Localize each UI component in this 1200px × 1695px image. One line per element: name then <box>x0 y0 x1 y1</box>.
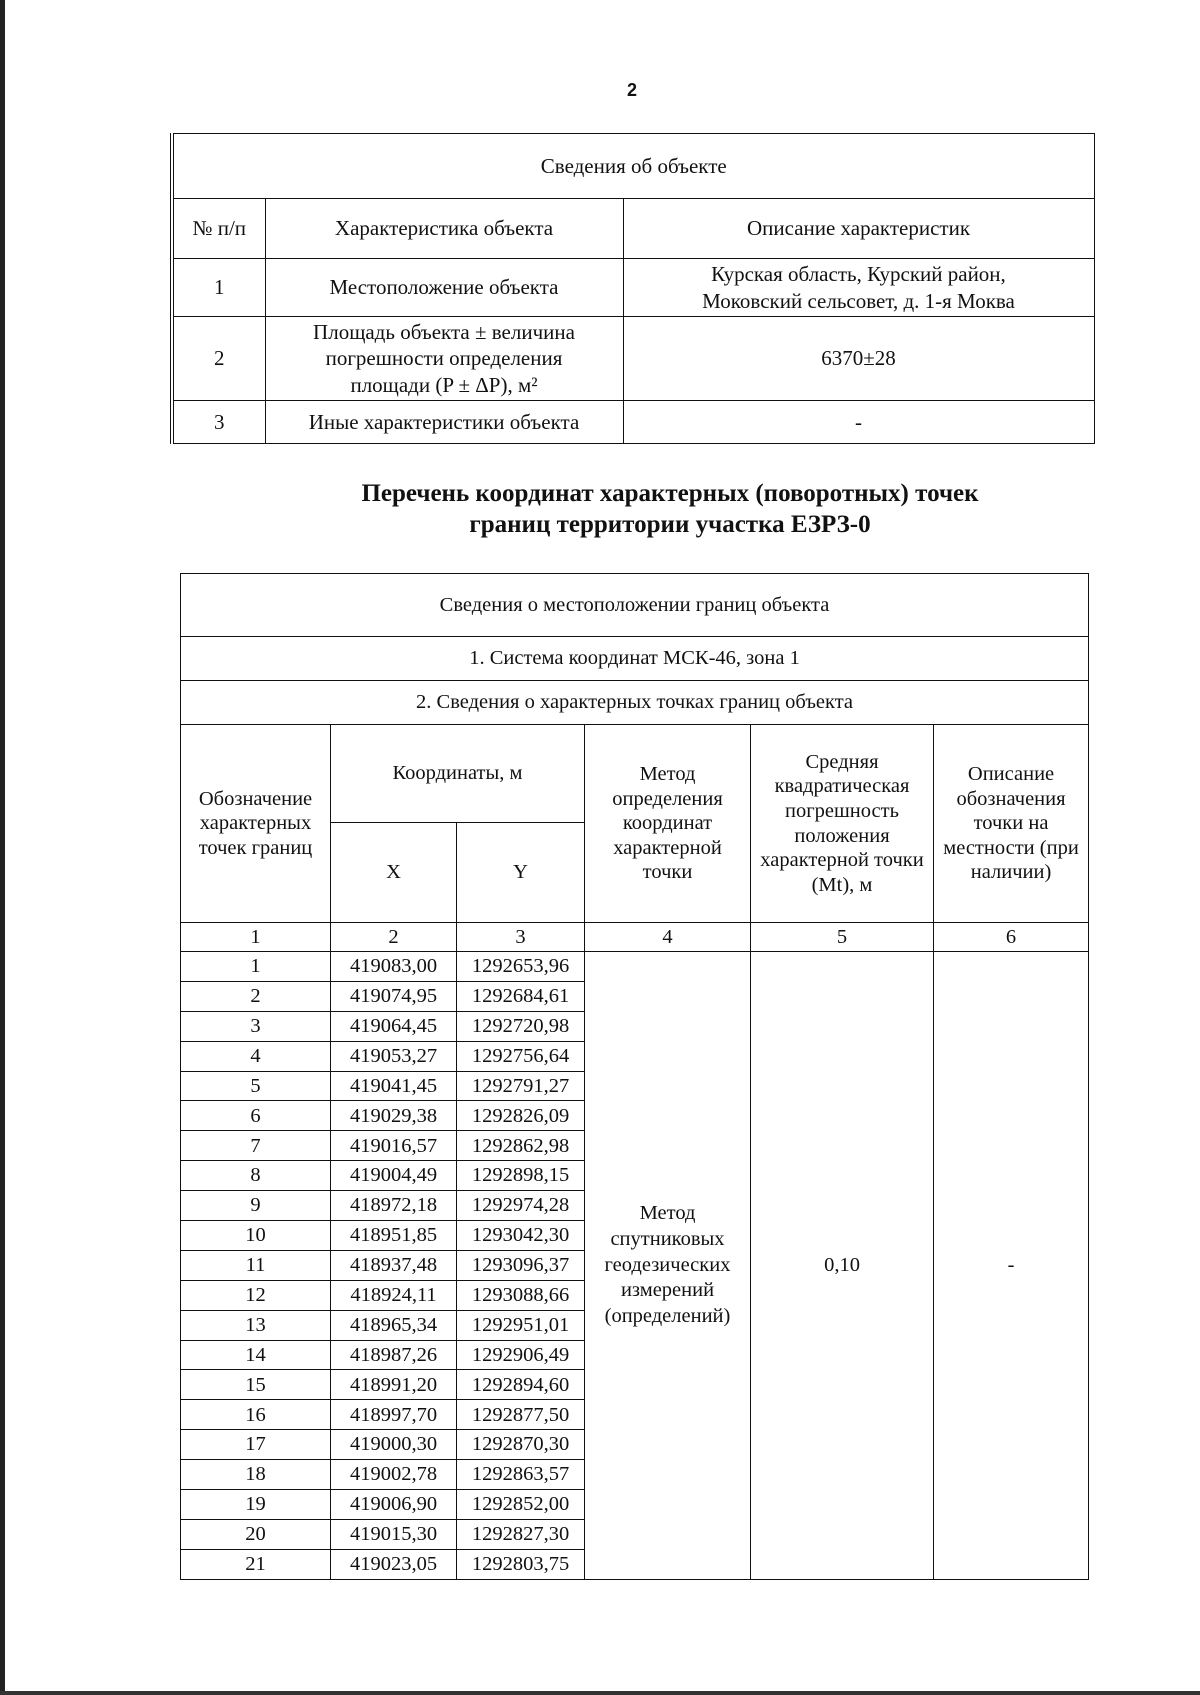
point-id: 2 <box>181 981 331 1011</box>
error-cell: 0,10 <box>751 952 934 1580</box>
coord-y: 1292877,50 <box>457 1400 585 1430</box>
row-value: - <box>623 401 1094 444</box>
coord-y: 1293088,66 <box>457 1280 585 1310</box>
table-row <box>172 401 1094 444</box>
col-number: 3 <box>457 923 585 952</box>
point-id: 12 <box>181 1280 331 1310</box>
coord-y: 1292852,00 <box>457 1490 585 1520</box>
coords-title: Сведения о местоположении границ объекта <box>181 574 1089 637</box>
coord-y: 1292803,75 <box>457 1549 585 1579</box>
coord-x: 418991,20 <box>331 1370 457 1400</box>
coord-y: 1292862,98 <box>457 1131 585 1161</box>
coords-subtitle: 2. Сведения о характерных точках границ объекта <box>181 681 1089 725</box>
coord-x: 418987,26 <box>331 1340 457 1370</box>
coord-x: 418997,70 <box>331 1400 457 1430</box>
row-number: 2 <box>172 317 265 401</box>
coord-x: 419006,90 <box>331 1490 457 1520</box>
point-id: 3 <box>181 1011 331 1041</box>
col-number: 1 <box>181 923 331 952</box>
header-point: Обозначение характерных точек границ <box>181 725 331 923</box>
coord-y: 1293096,37 <box>457 1250 585 1280</box>
point-id: 17 <box>181 1430 331 1460</box>
coord-y: 1292894,60 <box>457 1370 585 1400</box>
section-heading <box>280 478 1060 541</box>
coord-x: 419015,30 <box>331 1519 457 1549</box>
row-value: 6370±28 <box>623 317 1094 401</box>
coord-x: 419064,45 <box>331 1011 457 1041</box>
row-name: Иные характеристики объекта <box>265 401 623 444</box>
coord-y: 1292898,15 <box>457 1161 585 1191</box>
header-description: Описание характеристик <box>623 199 1094 259</box>
coord-x: 419023,05 <box>331 1549 457 1579</box>
col-number: 6 <box>934 923 1089 952</box>
coord-y: 1292863,57 <box>457 1460 585 1490</box>
coord-x: 418972,18 <box>331 1191 457 1221</box>
coord-x: 419083,00 <box>331 952 457 982</box>
table-row <box>172 317 1094 401</box>
heading-line-2: границ территории участка ЕЗРЗ-0 <box>469 511 871 539</box>
coord-y: 1292906,49 <box>457 1340 585 1370</box>
point-id: 18 <box>181 1460 331 1490</box>
header-coords: Координаты, м <box>331 725 585 823</box>
coord-y: 1292974,28 <box>457 1191 585 1221</box>
col-number: 2 <box>331 923 457 952</box>
coord-x: 419000,30 <box>331 1430 457 1460</box>
coordinates-table <box>180 573 1089 1580</box>
point-id: 14 <box>181 1340 331 1370</box>
coord-x: 419004,49 <box>331 1161 457 1191</box>
coord-y: 1292827,30 <box>457 1519 585 1549</box>
header-characteristic: Характеристика объекта <box>265 199 623 259</box>
coord-y: 1292826,09 <box>457 1101 585 1131</box>
description-cell: - <box>934 952 1089 1580</box>
coord-y: 1292756,64 <box>457 1041 585 1071</box>
coord-x: 418965,34 <box>331 1310 457 1340</box>
coord-y: 1292870,30 <box>457 1430 585 1460</box>
col-number: 5 <box>751 923 934 952</box>
point-id: 5 <box>181 1071 331 1101</box>
point-id: 8 <box>181 1161 331 1191</box>
point-id: 19 <box>181 1490 331 1520</box>
method-cell: Метод спутниковых геодезических измерений (определений) <box>585 952 751 1580</box>
point-id: 20 <box>181 1519 331 1549</box>
row-name: Местоположение объекта <box>265 259 623 317</box>
coord-x: 418924,11 <box>331 1280 457 1310</box>
coord-y: 1292653,96 <box>457 952 585 982</box>
coord-x: 419016,57 <box>331 1131 457 1161</box>
page-number: 2 <box>626 80 637 100</box>
coord-x: 419053,27 <box>331 1041 457 1071</box>
coord-y: 1292951,01 <box>457 1310 585 1340</box>
coord-x: 419041,45 <box>331 1071 457 1101</box>
row-value: Курская область, Курский район, Моковский сельсовет, д. 1-я Моква <box>623 259 1094 317</box>
point-id: 16 <box>181 1400 331 1430</box>
point-id: 10 <box>181 1221 331 1251</box>
row-name: Площадь объекта ± величина погрешности определения площади (P ± ΔP), м² <box>265 317 623 401</box>
col-number: 4 <box>585 923 751 952</box>
coord-x: 419029,38 <box>331 1101 457 1131</box>
point-id: 1 <box>181 952 331 982</box>
header-method: Метод определения координат характерной точки <box>585 725 751 923</box>
point-id: 6 <box>181 1101 331 1131</box>
header-x: X <box>331 823 457 923</box>
header-y: Y <box>457 823 585 923</box>
point-id: 21 <box>181 1549 331 1579</box>
coord-y: 1292684,61 <box>457 981 585 1011</box>
coords-system: 1. Система координат МСК-46, зона 1 <box>181 637 1089 681</box>
coord-y: 1292791,27 <box>457 1071 585 1101</box>
object-info-title: Сведения об объекте <box>172 134 1094 199</box>
coord-x: 419002,78 <box>331 1460 457 1490</box>
coord-x: 418951,85 <box>331 1221 457 1251</box>
scan-edge-bottom <box>0 1691 1200 1695</box>
header-number: № п/п <box>172 199 265 259</box>
point-id: 11 <box>181 1250 331 1280</box>
row-number: 1 <box>172 259 265 317</box>
coord-y: 1293042,30 <box>457 1221 585 1251</box>
point-id: 13 <box>181 1310 331 1340</box>
heading-line-1: Перечень координат характерных (поворотных) точек <box>361 480 979 507</box>
point-id: 4 <box>181 1041 331 1071</box>
table-row <box>181 952 1089 982</box>
coord-y: 1292720,98 <box>457 1011 585 1041</box>
coord-x: 418937,48 <box>331 1250 457 1280</box>
point-id: 9 <box>181 1191 331 1221</box>
table-row <box>172 259 1094 317</box>
row-number: 3 <box>172 401 265 444</box>
object-info-table <box>170 133 1095 444</box>
scan-edge-left <box>0 0 5 1695</box>
header-description: Описание обозначения точки на местности (при наличии) <box>934 725 1089 923</box>
coord-x: 419074,95 <box>331 981 457 1011</box>
point-id: 7 <box>181 1131 331 1161</box>
header-error: Средняя квадратическая погрешность положения характерной точки (Mt), м <box>751 725 934 923</box>
point-id: 15 <box>181 1370 331 1400</box>
